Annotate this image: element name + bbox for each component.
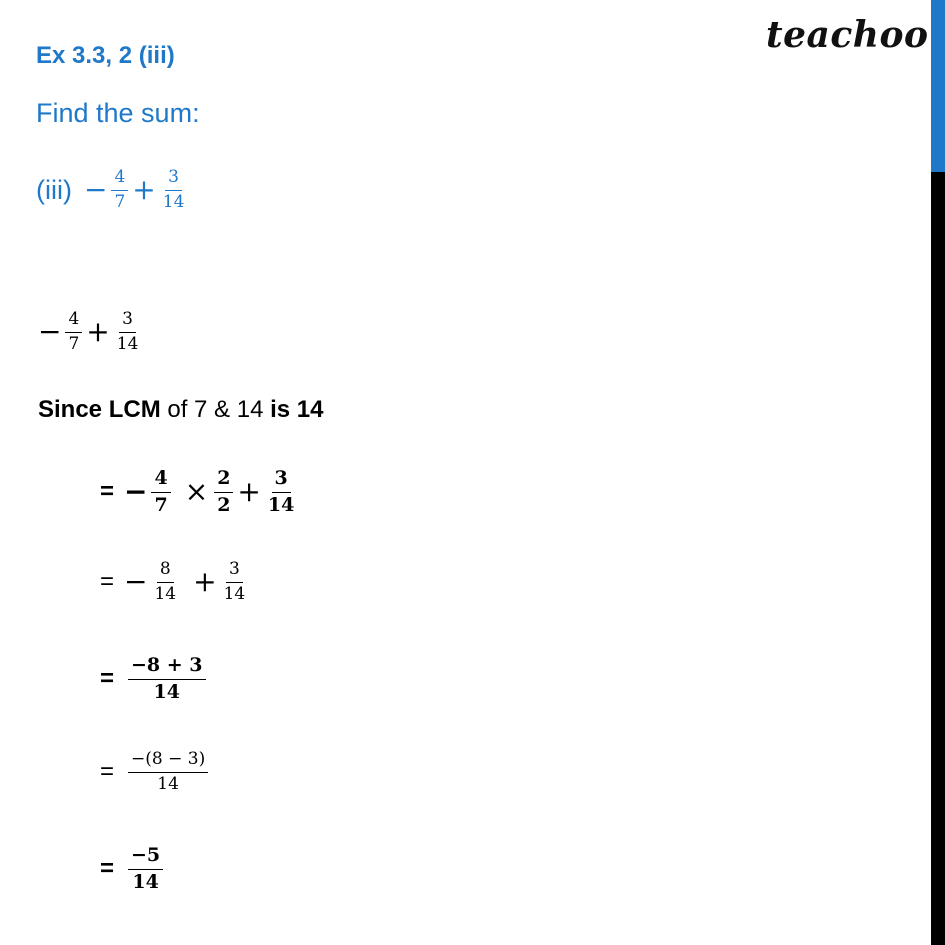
- fraction: $\frac{-5}{14}$: [128, 845, 163, 894]
- fraction: $\frac{4}{7}$: [151, 468, 170, 517]
- step-2: = − $\frac{8}{14}$ + $\frac{3}{14}$: [100, 560, 252, 604]
- plus-sign: +: [132, 173, 156, 207]
- fraction: $\frac{3}{14}$: [162, 167, 185, 212]
- fraction: $\frac{8}{14}$: [154, 559, 177, 604]
- step-5: = $\frac{-5}{14}$: [100, 845, 167, 894]
- question-expression: [36, 168, 191, 212]
- fraction: $\frac{3}{14}$: [267, 467, 295, 516]
- step-1: = − $\frac{4}{7}$ × $\frac{2}{2}$ + $\frac{3}{14}$: [100, 468, 301, 517]
- fraction: $\frac{3}{14}$: [223, 559, 246, 604]
- fraction: $\frac{4}{7}$: [111, 168, 128, 212]
- minus-sign: −: [38, 315, 62, 349]
- step-4: = $\frac{-(8 - 3)}{14}$: [100, 750, 212, 794]
- fraction: $\frac{4}{7}$: [65, 310, 82, 354]
- solution-expression: [38, 310, 145, 354]
- plus-sign: +: [193, 565, 217, 599]
- step-3: = $\frac{-8 + 3}{14}$: [100, 655, 210, 704]
- fraction: $\frac{3}{14}$: [116, 309, 139, 354]
- question-label: (iii): [36, 174, 72, 205]
- minus-sign: −: [83, 173, 108, 207]
- right-edge-accent: [931, 0, 945, 172]
- fraction: $\frac{2}{2}$: [214, 468, 233, 517]
- minus-sign: −: [124, 565, 148, 599]
- fraction: $\frac{-(8 - 3)}{14}$: [128, 750, 208, 794]
- fraction: $\frac{-8 + 3}{14}$: [128, 655, 206, 704]
- times-sign: ×: [184, 475, 209, 509]
- exercise-title: Ex 3.3, 2 (iii): [36, 42, 175, 69]
- minus-sign: −: [124, 475, 148, 509]
- plus-sign: +: [237, 475, 261, 509]
- question-prompt: Find the sum:: [36, 98, 200, 128]
- lcm-statement: Since LCM of 7 & 14 is 14: [38, 396, 324, 423]
- teachoo-logo: teachoo: [766, 14, 929, 56]
- plus-sign: +: [86, 315, 110, 349]
